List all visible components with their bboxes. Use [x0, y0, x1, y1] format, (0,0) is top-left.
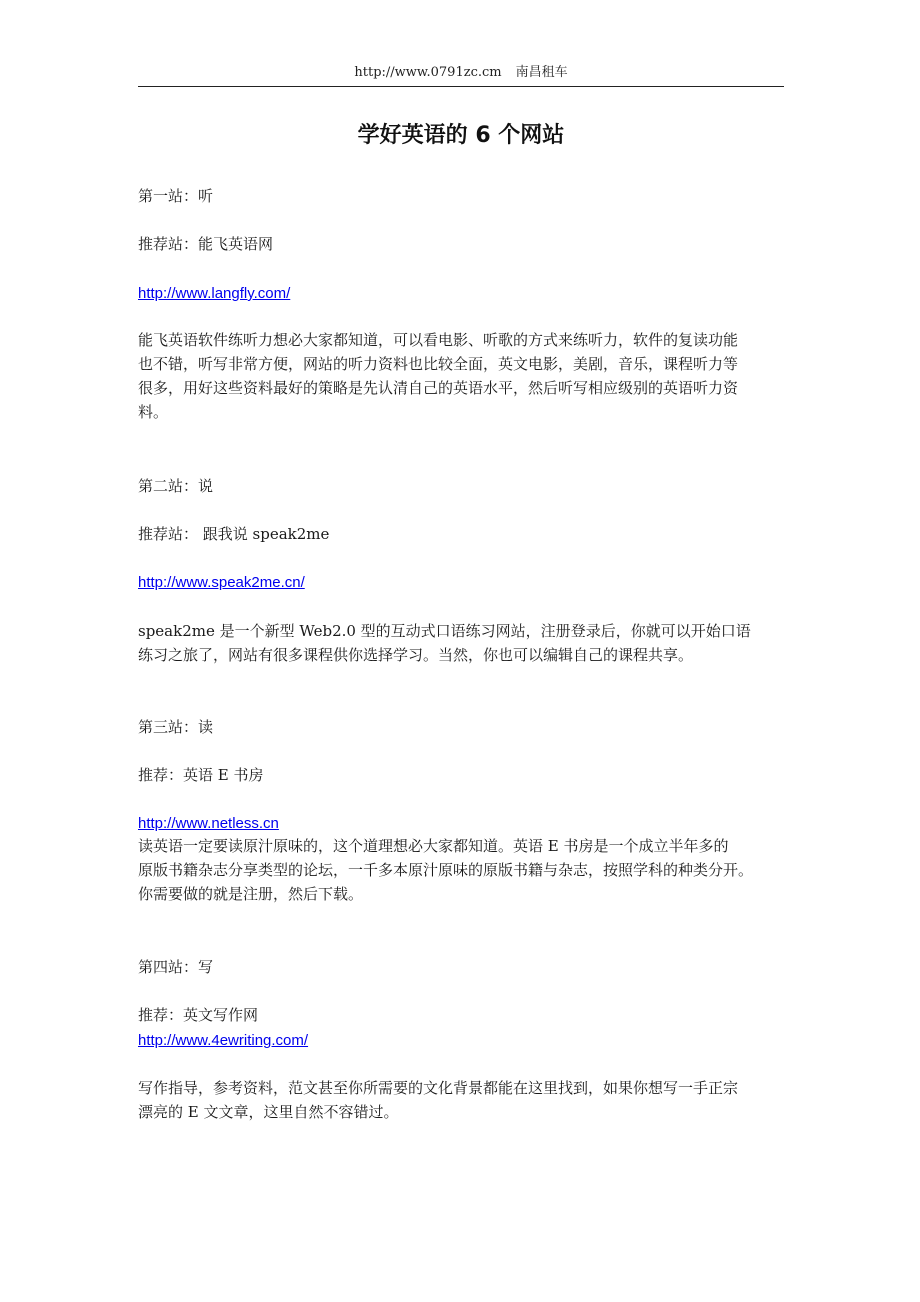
header-site-name: 南昌租车: [515, 65, 568, 80]
section-1-description-line: 也不错，听写非常方便，网站的听力资料也比较全面，英文电影，美剧，音乐，课程听力等: [138, 355, 739, 373]
section-3-heading: 第三站：读: [138, 718, 214, 736]
page-header: [138, 60, 784, 87]
section-3-link[interactable]: http://www.netless.cn: [138, 815, 279, 832]
section-1-recommend: 推荐站：能飞英语网: [138, 235, 274, 253]
section-1-link[interactable]: http://www.langfly.com/: [138, 285, 291, 302]
section-3-description-line: 原版书籍杂志分享类型的论坛，一千多本原汁原味的原版书籍与杂志，按照学科的种类分开。: [138, 861, 754, 879]
section-1-description-line: 能飞英语软件练听力想必大家都知道，可以看电影、听歌的方式来练听力，软件的复读功能: [138, 331, 739, 349]
section-1-description-line: 很多，用好这些资料最好的策略是先认清自己的英语水平，然后听写相应级别的英语听力资: [138, 379, 739, 397]
section-1-description-line: 料。: [138, 403, 169, 421]
section-4-heading: 第四站：写: [138, 958, 214, 976]
section-3-description-line: 读英语一定要读原汁原味的，这个道理想必大家都知道。英语 E 书房是一个成立半年多的: [138, 837, 729, 855]
section-2-description-line: 练习之旅了，网站有很多课程供你选择学习。当然，你也可以编辑自己的课程共享。: [138, 646, 694, 664]
section-3-description-line: 你需要做的就是注册，然后下载。: [138, 885, 364, 903]
section-4-link[interactable]: http://www.4ewriting.com/: [138, 1032, 309, 1049]
section-2-recommend: 推荐站： 跟我说 speak2me: [138, 525, 330, 543]
section-1-description: [138, 328, 784, 424]
section-3-description: [138, 834, 784, 906]
section-4-description-line: 写作指导，参考资料，范文甚至你所需要的文化背景都能在这里找到，如果你想写一手正宗: [138, 1079, 739, 1097]
section-2-heading: 第二站：说: [138, 477, 214, 495]
section-4-description: [138, 1076, 784, 1124]
header-url: http://www.0791zc.cm: [354, 65, 502, 80]
section-4-description-line: 漂亮的 E 文文章，这里自然不容错过。: [138, 1103, 399, 1121]
section-3-recommend: 推荐：英语 E 书房: [138, 766, 264, 784]
document-title: 学好英语的 6 个网站: [357, 123, 565, 148]
section-2-link[interactable]: http://www.speak2me.cn/: [138, 574, 305, 591]
section-1-heading: 第一站：听: [138, 187, 214, 205]
section-4-recommend: 推荐：英文写作网: [138, 1006, 259, 1024]
section-2-description-line: speak2me 是一个新型 Web2.0 型的互动式口语练习网站，注册登录后，你就可以开始口语: [138, 622, 751, 640]
section-2-description: [138, 619, 784, 667]
